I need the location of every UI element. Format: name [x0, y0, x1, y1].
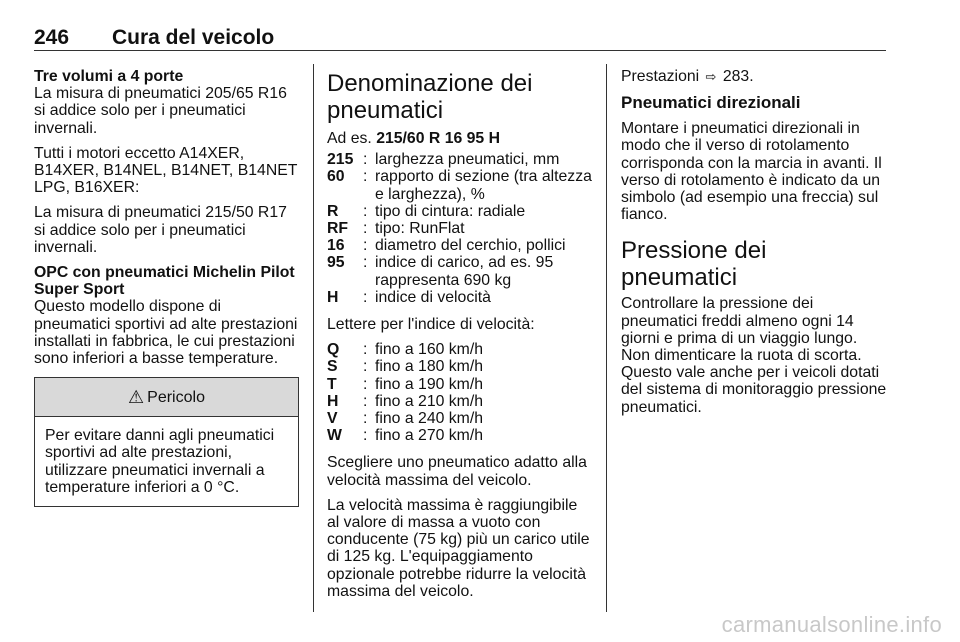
example-prefix: Ad es.	[327, 130, 372, 147]
term-separator: :	[363, 151, 368, 169]
tire-code-list	[327, 151, 592, 306]
section-heading: Pressione dei pneumatici	[621, 237, 767, 292]
speed-index-list	[327, 341, 592, 444]
paragraph: Questo modello dispone di pneumatici sportivi ad alte prestazioni installati in fabbrica, le cui prestazioni sono inferiori a basse temperature.	[34, 298, 298, 368]
term-value: indice di carico, ad es. 95 rappresenta 690 kg	[375, 254, 554, 289]
term-value: fino a 210 km/h	[375, 392, 484, 410]
term-key: 95	[327, 254, 345, 272]
page-number: 246	[34, 26, 70, 49]
warning-header	[35, 378, 298, 417]
section-title: Tre volumi a 4 porte	[34, 68, 184, 85]
section-heading: Pneumatici direzionali	[621, 93, 801, 113]
paragraph: Scegliere uno pneumatico adatto alla velocità massima del veicolo.	[327, 454, 587, 489]
term-separator: :	[363, 237, 368, 255]
term-key: W	[327, 427, 342, 445]
column-divider	[313, 64, 314, 612]
term-separator: :	[363, 202, 368, 220]
term-separator: :	[363, 358, 368, 376]
term-value: indice di velocità	[375, 288, 491, 306]
left-column	[34, 68, 299, 507]
term-separator: :	[363, 410, 368, 428]
warning-box	[34, 377, 299, 507]
page-header	[34, 26, 886, 51]
term-key: RF	[327, 220, 349, 238]
term-separator: :	[363, 392, 368, 410]
warning-triangle-icon: ⚠	[128, 386, 145, 407]
term-value: fino a 190 km/h	[375, 375, 484, 393]
section-heading: Denominazione dei pneumatici	[327, 70, 533, 124]
example-line	[327, 130, 592, 147]
term-key: 16	[327, 237, 345, 255]
term-value: tipo di cintura: radiale	[375, 202, 526, 220]
term-value: diametro del cerchio, pollici	[375, 237, 566, 255]
right-column	[621, 68, 889, 424]
term-separator: :	[363, 341, 368, 359]
reference-page: 283.	[722, 68, 754, 85]
reference-text: Prestazioni	[621, 68, 700, 85]
term-separator: :	[363, 288, 368, 306]
term-value: tipo: RunFlat	[375, 220, 465, 238]
paragraph: Montare i pneumatici direzionali in modo che il verso di rotolamento corrisponda con la marcia in avanti. Il verso di rotolamento è indicato da un simbolo (ad esempio una freccia) sul fianco.	[621, 120, 882, 224]
paragraph: Lettere per l'indice di velocità:	[327, 316, 535, 334]
cross-reference[interactable]	[621, 68, 889, 85]
term-separator: :	[363, 220, 368, 238]
paragraph: La misura di pneumatici 205/65 R16 si addice solo per i pneumatici invernali.	[34, 85, 287, 137]
term-value: fino a 160 km/h	[375, 341, 484, 359]
section-title: OPC con pneumatici Michelin Pilot Super Sport	[34, 264, 295, 299]
term-key: T	[327, 375, 337, 393]
term-key: 215	[327, 151, 354, 169]
term-separator: :	[363, 427, 368, 445]
term-separator: :	[363, 168, 368, 186]
term-separator: :	[363, 375, 368, 393]
page-reference-arrow-icon: ⇨	[705, 69, 717, 84]
term-key: 60	[327, 168, 345, 186]
term-value: fino a 240 km/h	[375, 410, 484, 428]
term-value: fino a 180 km/h	[375, 358, 484, 376]
warning-text: Per evitare danni agli pneumatici sportivi ad alte prestazioni, utilizzare pneumatici invernali a temperature inferiori a 0 °C.	[45, 427, 275, 496]
middle-column	[327, 68, 592, 608]
paragraph: Controllare la pressione dei pneumatici freddi almeno ogni 14 giorni e prima di un viaggio lungo. Non dimenticare la ruota di scorta. Questo vale anche per i veicoli dotati del sistema di monitoraggio pressione pneumatici.	[621, 295, 887, 416]
chapter-title: Cura del veicolo	[112, 26, 275, 49]
term-key: S	[327, 358, 338, 376]
term-key: V	[327, 410, 338, 428]
term-separator: :	[363, 254, 368, 272]
column-divider	[606, 64, 607, 612]
watermark: carmanualsonline.info	[721, 612, 942, 637]
term-value: rapporto di sezione (tra altezza e larghezza), %	[375, 168, 592, 203]
term-key: H	[327, 392, 339, 410]
term-value: fino a 270 km/h	[375, 427, 484, 445]
paragraph: La misura di pneumatici 215/50 R17 si addice solo per i pneumatici invernali.	[34, 204, 287, 256]
warning-title: Pericolo	[147, 388, 205, 406]
term-key: R	[327, 202, 339, 220]
term-value: larghezza pneumatici, mm	[375, 151, 560, 169]
example-code: 215/60 R 16 95 H	[376, 130, 501, 147]
term-key: Q	[327, 341, 340, 359]
paragraph: La velocità massima è raggiungibile al valore di massa a vuoto con conducente (75 kg) più un carico utile di 125 kg. L'equipaggiamento opzionale potrebbe ridurre la velocità massima del veicolo.	[327, 496, 590, 600]
term-key: H	[327, 288, 339, 306]
paragraph: Tutti i motori eccetto A14XER, B14XER, B14NEL, B14NET, B14NET LPG, B16XER:	[34, 144, 298, 197]
